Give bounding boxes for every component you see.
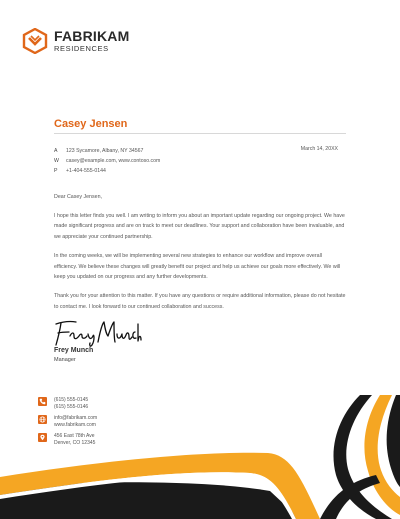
- company-name: FABRIKAM: [54, 28, 130, 45]
- sender-address: 123 Sycamore, Albany, NY 34567: [66, 148, 144, 154]
- sender-contact-block: [54, 146, 160, 176]
- signer-title: Manager: [54, 357, 76, 363]
- sender-web: casey@example.com, www.contoso.com: [66, 158, 161, 164]
- paragraph-2: In the coming weeks, we will be implementing several new strategies to enhance our workflow and improve overall efficiency. We believe these changes will greatly benefit our project and help us achieve our goals more effectively. We will keep you updated on our progress and any further developments.: [54, 252, 341, 281]
- footer-phone-2: (615) 555-0146: [54, 403, 89, 410]
- letter-body: [54, 192, 346, 320]
- footer-address-1: 456 East 78th Ave: [54, 433, 95, 439]
- footer-website[interactable]: www.fabrikam.com: [54, 421, 96, 428]
- web-key: W: [54, 158, 59, 164]
- paragraph-1: I hope this letter finds you well. I am writing to inform you about an important update regarding our ongoing project. We have made significant progress and are on track to meet our deadlines. Your support and collaboration have been invaluable, and we appreciate your continued partnership.: [54, 212, 345, 241]
- sender-phone: +1-404-555-0144: [66, 168, 106, 174]
- company-subtitle: RESIDENCES: [54, 44, 109, 54]
- paragraph-3: Thank you for your attention to this matter. If you have any questions or require additional information, please do not hesitate to contact me. I look forward to our continued collaboration and success.: [54, 292, 346, 310]
- sender-name: Casey Jensen: [54, 118, 128, 130]
- phone-key: P: [54, 168, 58, 174]
- sender-divider: [54, 133, 346, 134]
- letter-date: March 14, 20XX: [300, 146, 338, 152]
- address-key: A: [54, 148, 58, 154]
- footer-phone-1: (615) 555-0145: [54, 397, 89, 403]
- signer-name: Frey Munch: [54, 347, 94, 354]
- footer-address-2: Denver, CO 12345: [54, 439, 96, 446]
- footer-email[interactable]: info@fabrikam.com: [54, 415, 98, 421]
- footer-decoration: [0, 395, 400, 519]
- logo-mark-icon: [22, 28, 48, 54]
- handwritten-signature: [52, 318, 142, 348]
- company-logo: [22, 28, 129, 54]
- salutation: Dear Casey Jensen,: [54, 194, 102, 200]
